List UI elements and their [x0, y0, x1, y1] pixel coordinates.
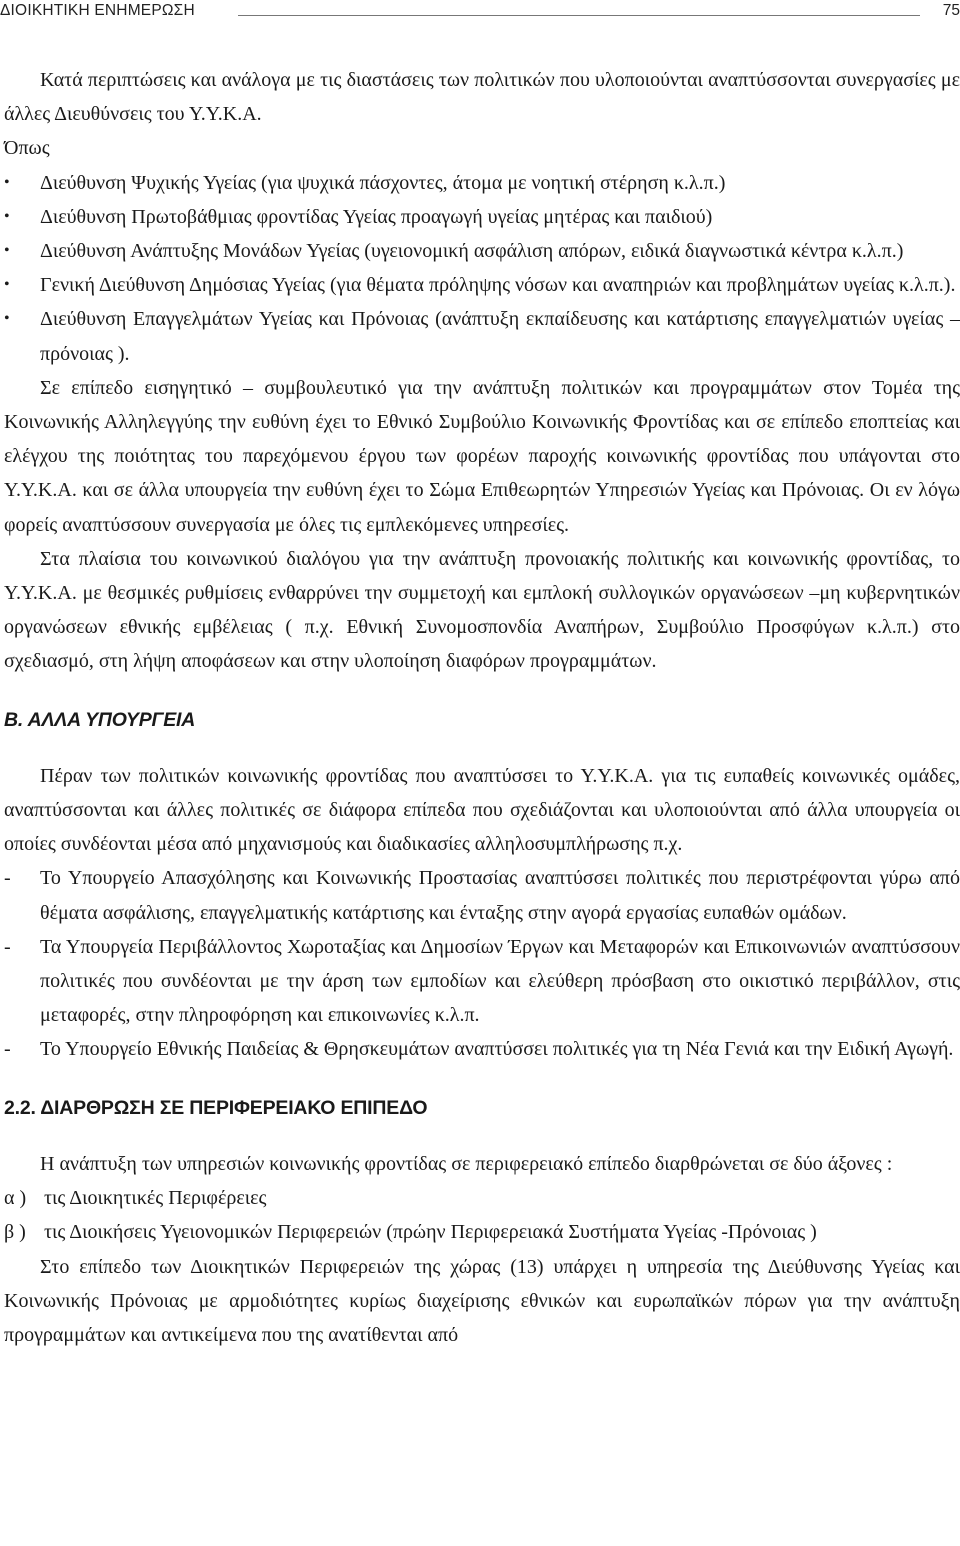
list-item — [4, 302, 960, 370]
bullet-marker: • — [4, 173, 10, 191]
intro-paragraph: Κατά περιπτώσεις και ανάλογα με τις διαστάσεις των πολιτικών που υλοποιούνται αναπτύσσονται συνεργασίες με άλλες Διευθύνσεις του Υ.Υ.Κ.Α. — [4, 69, 960, 126]
dash-marker: - — [4, 867, 11, 890]
list-item-text: Γενική Διεύθυνση Δημόσιας Υγείας (για θέματα πρόληψης νόσων και αναπηριών και προβλημάτων υγείας κ.λ.π.). — [40, 274, 956, 297]
dialogue-paragraph: Στα πλαίσια του κοινωνικού διαλόγου για την ανάπτυξη προνοιακής πολιτικής και κοινωνικής φροντίδας, το Υ.Υ.Κ.Α. με θεσμικές ρυθμίσεις ενθαρρύνει την συμμετοχή και εμπλοκή συλλογικών οργανώσεων –μη κυβερνητικών οργανώσεων εθνικής εμβέλειας ( π.χ. Εθνική Συνομοσπονδία Αναπήρων, Συμβούλιο Προσφύγων κ.λ.π.) στο σχεδιασμό, στη λήψη αποφάσεων και στην υλοποίηση διαφόρων προγραμμάτων. — [4, 547, 960, 673]
list-item — [4, 861, 960, 929]
bullet-marker: • — [4, 310, 10, 328]
list-item-text: τις Διοικήσεις Υγειονομικών Περιφερειών (πρώην Περιφερειακά Συστήματα Υγείας -Πρόνοιας ) — [44, 1221, 817, 1244]
list-item — [4, 1032, 960, 1066]
section-2-2-intro: Η ανάπτυξη των υπηρεσιών κοινωνικής φροντίδας σε περιφερειακό επίπεδο διαρθρώνεται σε δύο άξονες : — [40, 1152, 893, 1175]
list-item-text: Διεύθυνση Επαγγελμάτων Υγείας και Πρόνοιας (ανάπτυξη εκπαίδευσης και κατάρτισης επαγγελματιών υγείας – πρόνοιας ). — [40, 308, 960, 365]
header-title: ΔΙΟΙΚΗΤΙΚΗ ΕΝΗΜΕΡΩΣΗ — [0, 2, 195, 19]
list-item-text: Τα Υπουργεία Περιβάλλοντος Χωροταξίας και Δημοσίων Έργων και Μεταφορών και Επικοινωνιών αναπτύσσουν πολιτικές που συνδέονται με την άρση των εμποδίων και ελεύθερη πρόσβαση στο οικιστικό περιβάλλον, στις μεταφορές, στην πληροφόρηση και επικοινωνίες κ.λ.π. — [40, 935, 960, 1027]
page-body — [4, 63, 960, 1352]
bullet-marker: • — [4, 276, 10, 294]
dash-marker: - — [4, 1038, 11, 1061]
list-item-text: Διεύθυνση Πρωτοβάθμιας φροντίδας Υγείας προαγωγή υγείας μητέρας και παιδιού) — [40, 205, 713, 228]
page-number: 75 — [942, 2, 960, 19]
list-item — [4, 930, 960, 1033]
list-item-text: Διεύθυνση Ανάπτυξης Μονάδων Υγείας (υγειονομική ασφάλιση απόρων, ειδικά διαγνωστικά κέντρα κ.λ.π.) — [40, 240, 904, 263]
list-item — [4, 1181, 960, 1215]
running-header — [0, 0, 960, 26]
section-2-2-closing: Στο επίπεδο των Διοικητικών Περιφερειών της χώρας (13) υπάρχει η υπηρεσία της Διεύθυνσης Υγείας και Κοινωνικής Πρόνοιας με αρμοδιότητες κυρίως διαχείρισης εθνικών και ευρωπαϊκών πόρων για την ανάπτυξη προγραμμάτων και αντικείμενα που της ανατίθενται από — [4, 1255, 960, 1346]
section-heading-2-2: 2.2. ΔΙΑΡΘΡΩΣΗ ΣΕ ΠΕΡΙΦΕΡΕΙΑΚΟ ΕΠΙΠΕΔΟ — [4, 1096, 428, 1119]
list-item — [4, 268, 960, 302]
list-item — [4, 200, 960, 234]
list-item — [4, 1215, 960, 1249]
bullet-marker: • — [4, 242, 10, 260]
list-item-text: Το Υπουργείο Απασχόλησης και Κοινωνικής Προστασίας αναπτύσσει πολιτικές που περιστρέφονται γύρω από θέματα ασφάλισης, επαγγελματικής κατάρτισης και ένταξης στην αγορά εργασίας ευπαθών ομάδων. — [40, 867, 960, 924]
list-item-text: Διεύθυνση Ψυχικής Υγείας (για ψυχικά πάσχοντες, άτομα με νοητική στέρηση κ.λ.π.) — [40, 171, 726, 194]
alpha-marker: α ) — [4, 1187, 27, 1210]
list-item-text: τις Διοικητικές Περιφέρειες — [44, 1187, 267, 1210]
advisory-paragraph: Σε επίπεδο εισηγητικό – συμβουλευτικό για την ανάπτυξη πολιτικών και προγραμμάτων στον Τομέα της Κοινωνικής Αλληλεγγύης την ευθύνη έχει το Εθνικό Συμβούλιο Κοινωνικής Φροντίδας και σε επίπεδο εποπτείας και ελέγχου της ποιότητας του παρεχόμενου έργου των φορέων παροχής κοινωνικής φροντίδας που υπάγονται στο Υ.Υ.Κ.Α. και σε άλλα υπουργεία την ευθύνη έχει το Σώμα Επιθεωρητών Υπηρεσιών Υγείας και Πρόνοιας. Οι εν λόγω φορείς αναπτύσσουν συνεργασία με όλες τις εμπλεκόμενες υπηρεσίες. — [4, 376, 960, 536]
bullet-marker: • — [4, 207, 10, 225]
list-item — [4, 234, 960, 268]
intro-lead: Όπως — [4, 137, 50, 160]
section-heading-b: Β. ΑΛΛΑ ΥΠΟΥΡΓΕΙΑ — [4, 708, 196, 731]
header-rule — [238, 15, 920, 16]
dash-marker: - — [4, 935, 11, 958]
list-item — [4, 166, 960, 200]
alpha-marker: β ) — [4, 1221, 26, 1244]
section-b-intro: Πέραν των πολιτικών κοινωνικής φροντίδας που αναπτύσσει το Υ.Υ.Κ.Α. για τις ευπαθείς κοινωνικές ομάδες, αναπτύσσονται και άλλες πολιτικές σε διάφορα επίπεδα που σχεδιάζονται και υλοποιούνται από άλλα υπουργεία οι οποίες συνδέονται μέσα από μηχανισμούς και διαδικασίες αλληλοσυμπλήρωσης π.χ. — [4, 764, 960, 856]
list-item-text: Το Υπουργείο Εθνικής Παιδείας & Θρησκευμάτων αναπτύσσει πολιτικές για τη Νέα Γενιά και την Ειδική Αγωγή. — [40, 1038, 954, 1061]
